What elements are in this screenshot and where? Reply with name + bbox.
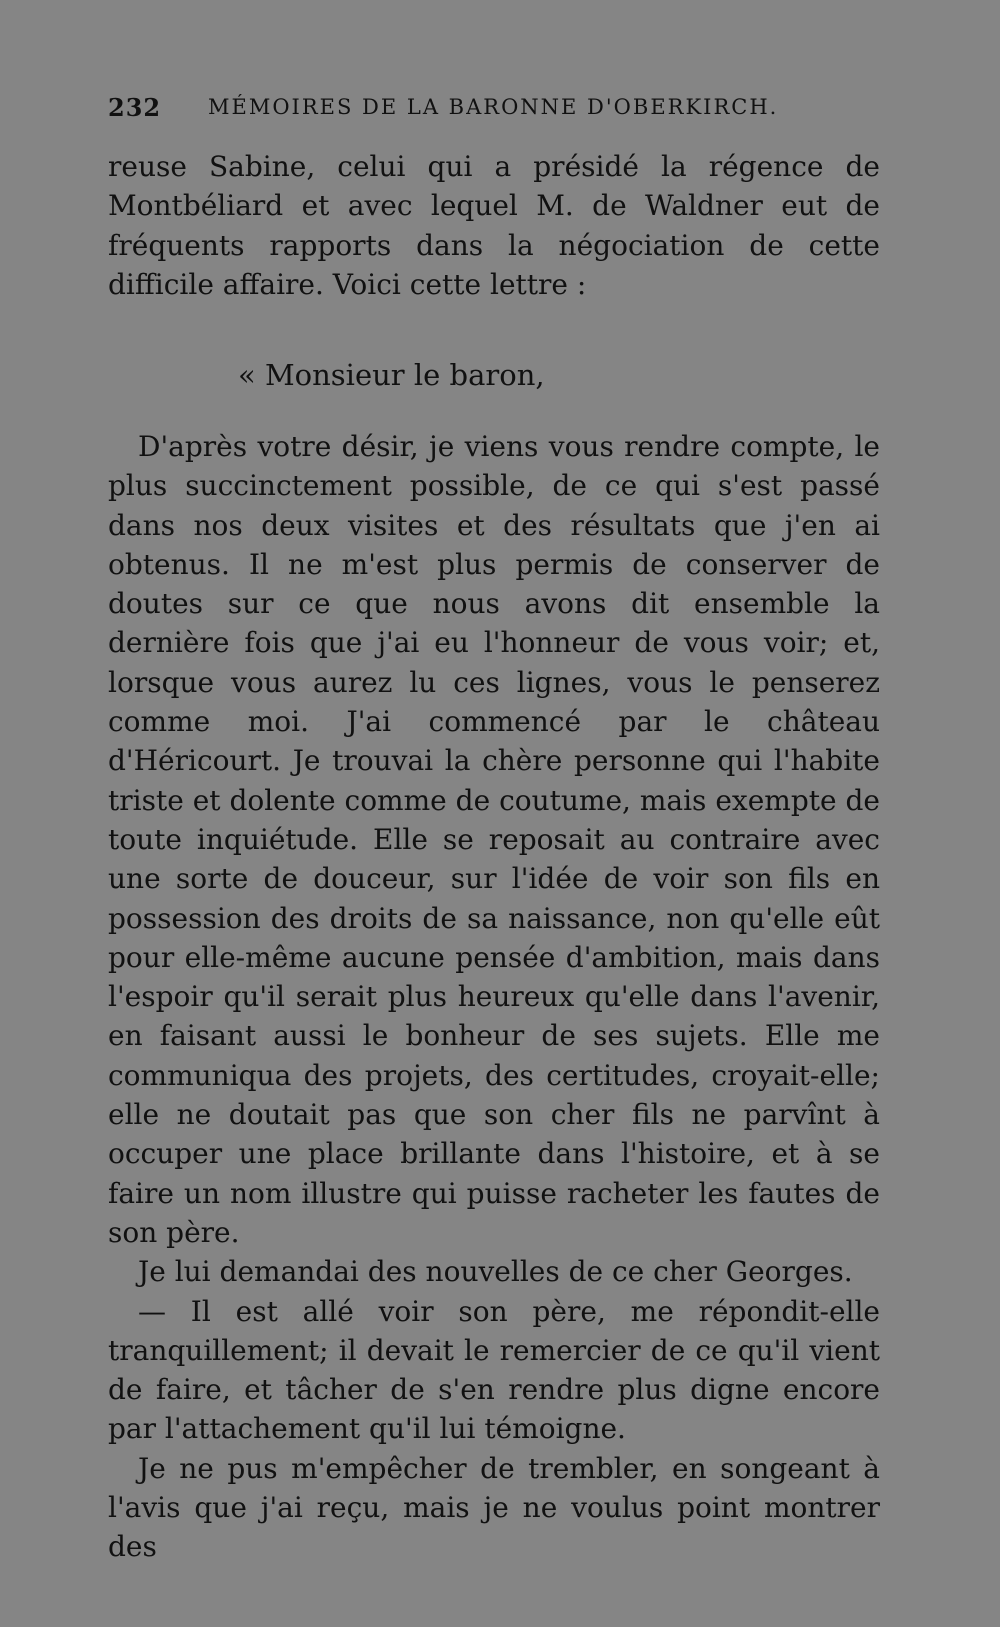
book-page: [108, 93, 880, 1564]
letter-paragraph-4: Je ne pus m'empêcher de trembler, en songeant à l'avis que j'ai reçu, mais je ne voulus point montrer des: [108, 1451, 880, 1564]
page-number: 232: [108, 93, 162, 122]
letter-body: [108, 427, 880, 1567]
running-head: MÉMOIRES DE LA BARONNE D'OBERKIRCH.: [208, 95, 779, 119]
intro-paragraph: reuse Sabine, celui qui a présidé la régence de Montbéliard et avec lequel M. de Waldner eut de fréquents rapports dans la négociation de cette difficile affaire. Voici cette lettre :: [108, 150, 880, 301]
page-header: [108, 93, 880, 129]
letter-paragraph-1: D'après votre désir, je viens vous rendre compte, le plus succinctement possible, de ce qui s'est passé dans nos deux visites et des résultats que j'en ai obtenus. Il ne m'est plus permis de conserver de doutes sur ce que nous avons dit ensemble la dernière fois que j'ai eu l'honneur de vous voir; et, lorsque vous aurez lu ces lignes, vous le penserez comme moi. J'ai commencé par le château d'Héricourt. Je trouvai la chère personne qui l'habite triste et dolente comme de coutume, mais exempte de toute inquiétude. Elle se reposait au contraire avec une sorte de douceur, sur l'idée de voir son fils en possession des droits de sa naissance, non qu'elle eût pour elle-même aucune pensée d'ambition, mais dans l'espoir qu'il serait plus heureux qu'elle dans l'avenir, en faisant aussi le bonheur de ses sujets. Elle me communiqua des projets, des certitudes, croyait-elle; elle ne doutait pas que son cher fils ne parvînt à occuper une place brillante dans l'histoire, et à se faire un nom illustre qui puisse racheter les fautes de son père.: [108, 430, 880, 1249]
letter-salutation: « Monsieur le baron,: [238, 358, 545, 392]
letter-paragraph-3: — Il est allé voir son père, me répondit-elle tranquillement; il devait le remercier de ce qu'il vient de faire, et tâcher de s'en rendre plus digne encore par l'attachement qu'il lui témoigne.: [108, 1294, 880, 1446]
letter-paragraph-2: Je lui demandai des nouvelles de ce cher Georges.: [138, 1255, 853, 1289]
